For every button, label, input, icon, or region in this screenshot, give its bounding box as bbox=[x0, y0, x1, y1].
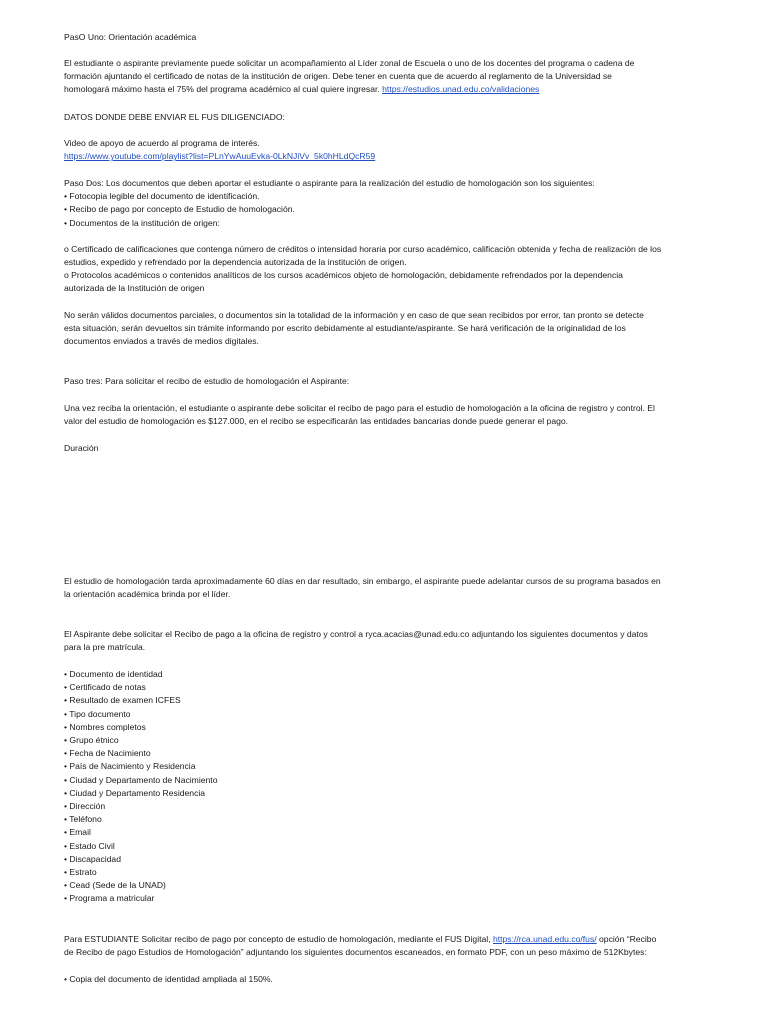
list-item: • Discapacidad bbox=[64, 853, 121, 864]
copia-documento-item bbox=[64, 973, 704, 986]
list-item: • Estado Civil bbox=[64, 840, 115, 851]
certificado-item: o Certificado de calificaciones que contenga número de créditos o intensidad horaria por curso académico, calificación obtenida y fecha de realización de los estudios, expedido y refrendado por la dependencia autorizada de la institución de origen. bbox=[64, 244, 662, 268]
list-item: • Ciudad y Departamento de Nacimiento bbox=[64, 774, 218, 785]
duracion-paragraph: El estudio de homologación tarda aproximadamente 60 días en dar resultado, sin embargo, el aspirante puede adelantar cursos de su programa basados en la orientación académica brinda por el líder. bbox=[64, 576, 661, 600]
list-item: • Programa a matricular bbox=[64, 893, 155, 904]
requisitos-list bbox=[64, 668, 704, 906]
list-item: • Recibo de pago por concepto de Estudio de homologación. bbox=[64, 204, 295, 215]
list-item: • País de Nacimiento y Residencia bbox=[64, 761, 196, 772]
list-item: • Copia del documento de identidad ampliada al 150%. bbox=[64, 974, 273, 984]
list-item: • Tipo documento bbox=[64, 708, 131, 719]
list-item: • Documentos de la institución de origen: bbox=[64, 217, 220, 228]
list-item: • Teléfono bbox=[64, 814, 102, 825]
list-item: • Fecha de Nacimiento bbox=[64, 748, 151, 759]
duracion-heading: Duración bbox=[64, 443, 99, 453]
list-item: • Certificado de notas bbox=[64, 682, 146, 693]
list-item: • Fotocopia legible del documento de identificación. bbox=[64, 191, 260, 202]
datos-heading: DATOS DONDE DEBE ENVIAR EL FUS DILIGENCIADO: bbox=[64, 112, 285, 122]
video-paragraph: Video de apoyo de acuerdo al programa de interés. https://www.youtube.com/playlist?list=PLnYwAuuEvka-0LkNJiVv_5k0hHLdQcR59 bbox=[64, 138, 376, 162]
paso-dos-list: Paso Dos: Los documentos que deben aportar el estudiante o aspirante para la realización del estudio de homologación son los siguientes: • Fotocopia legible del documento de identificación. • Recibo de pago por concepto de Estudio de homologación. • Documentos de la institución de origen: bbox=[64, 177, 704, 230]
list-item: • Resultado de examen ICFES bbox=[64, 695, 181, 706]
list-item: • Email bbox=[64, 827, 91, 838]
paso-uno-paragraph: El estudiante o aspirante previamente puede solicitar un acompañamiento al Líder zonal de Escuela o uno de los docentes del programa o cadena de formación ajuntando el certificado de notas de la institución de origen. Debe tener en cuenta que de acuerdo al reglamento de la Universidad se homologará máximo hasta el 75% del programa académico al cual quiere ingresar. https://estudios.unad.edu.co/validaciones bbox=[64, 58, 635, 95]
list-item: • Ciudad y Departamento Residencia bbox=[64, 787, 206, 798]
list-item: • Nombres completos bbox=[64, 721, 146, 732]
list-item: • Estrato bbox=[64, 867, 97, 878]
list-item: • Documento de identidad bbox=[64, 669, 163, 679]
list-item: • Dirección bbox=[64, 801, 106, 812]
paso-tres-heading: Paso tres: Para solicitar el recibo de estudio de homologación el Aspirante: bbox=[64, 376, 350, 386]
paso-uno-heading: PasO Uno: Orientación académica bbox=[64, 32, 197, 42]
validez-note: No serán válidos documentos parciales, o documentos sin la totalidad de la información y en caso de que sean recibidos por error, tan pronto se detecte esta situación, serán devueltos sin trámite informando por escrito debidamente al estudiante/aspirante. Se hará verificación de la originalidad de los documentos enviados a través de medios digitales. bbox=[64, 310, 644, 347]
youtube-playlist-link[interactable]: https://www.youtube.com/playlist?list=PLnYwAuuEvka-0LkNJiVv_5k0hHLdQcR59 bbox=[64, 151, 376, 162]
validaciones-link[interactable]: https://estudios.unad.edu.co/validaciones bbox=[382, 84, 540, 95]
list-item: • Grupo étnico bbox=[64, 735, 119, 746]
fus-digital-link[interactable]: https://rca.unad.edu.co/fus/ bbox=[492, 934, 597, 944]
list-item: • Cead (Sede de la UNAD) bbox=[64, 880, 166, 891]
paso-tres-paragraph: Una vez reciba la orientación, el estudiante o aspirante debe solicitar el recibo de pago para el estudio de homologación a la oficina de registro y control. El valor del estudio de homologación es $127.000, en el recibo se especificarán las entidades bancarias donde puede generar el pago. bbox=[64, 403, 655, 427]
solicitud-paragraph: El Aspirante debe solicitar el Recibo de pago a la oficina de registro y control a ryca.acacias@unad.edu.co adjuntando los siguientes documentos y datos para la pre matrícula. bbox=[64, 629, 648, 653]
fus-digital-paragraph: Para ESTUDIANTE Solicitar recibo de pago por concepto de estudio de homologación, mediante el FUS Digital, https://rca.unad.edu.co/fus/ opción “Recibo de Recibo de pago Estudios de Homologación” adjuntando los siguientes documentos escaneados, en formato PDF, con un peso máximo de 512Kbytes: bbox=[64, 934, 657, 958]
protocolos-item: o Protocolos académicos o contenidos analíticos de los cursos académicos objeto de homologación, debidamente refrendados por la dependencia autorizada de la Institución de origen bbox=[64, 270, 623, 294]
